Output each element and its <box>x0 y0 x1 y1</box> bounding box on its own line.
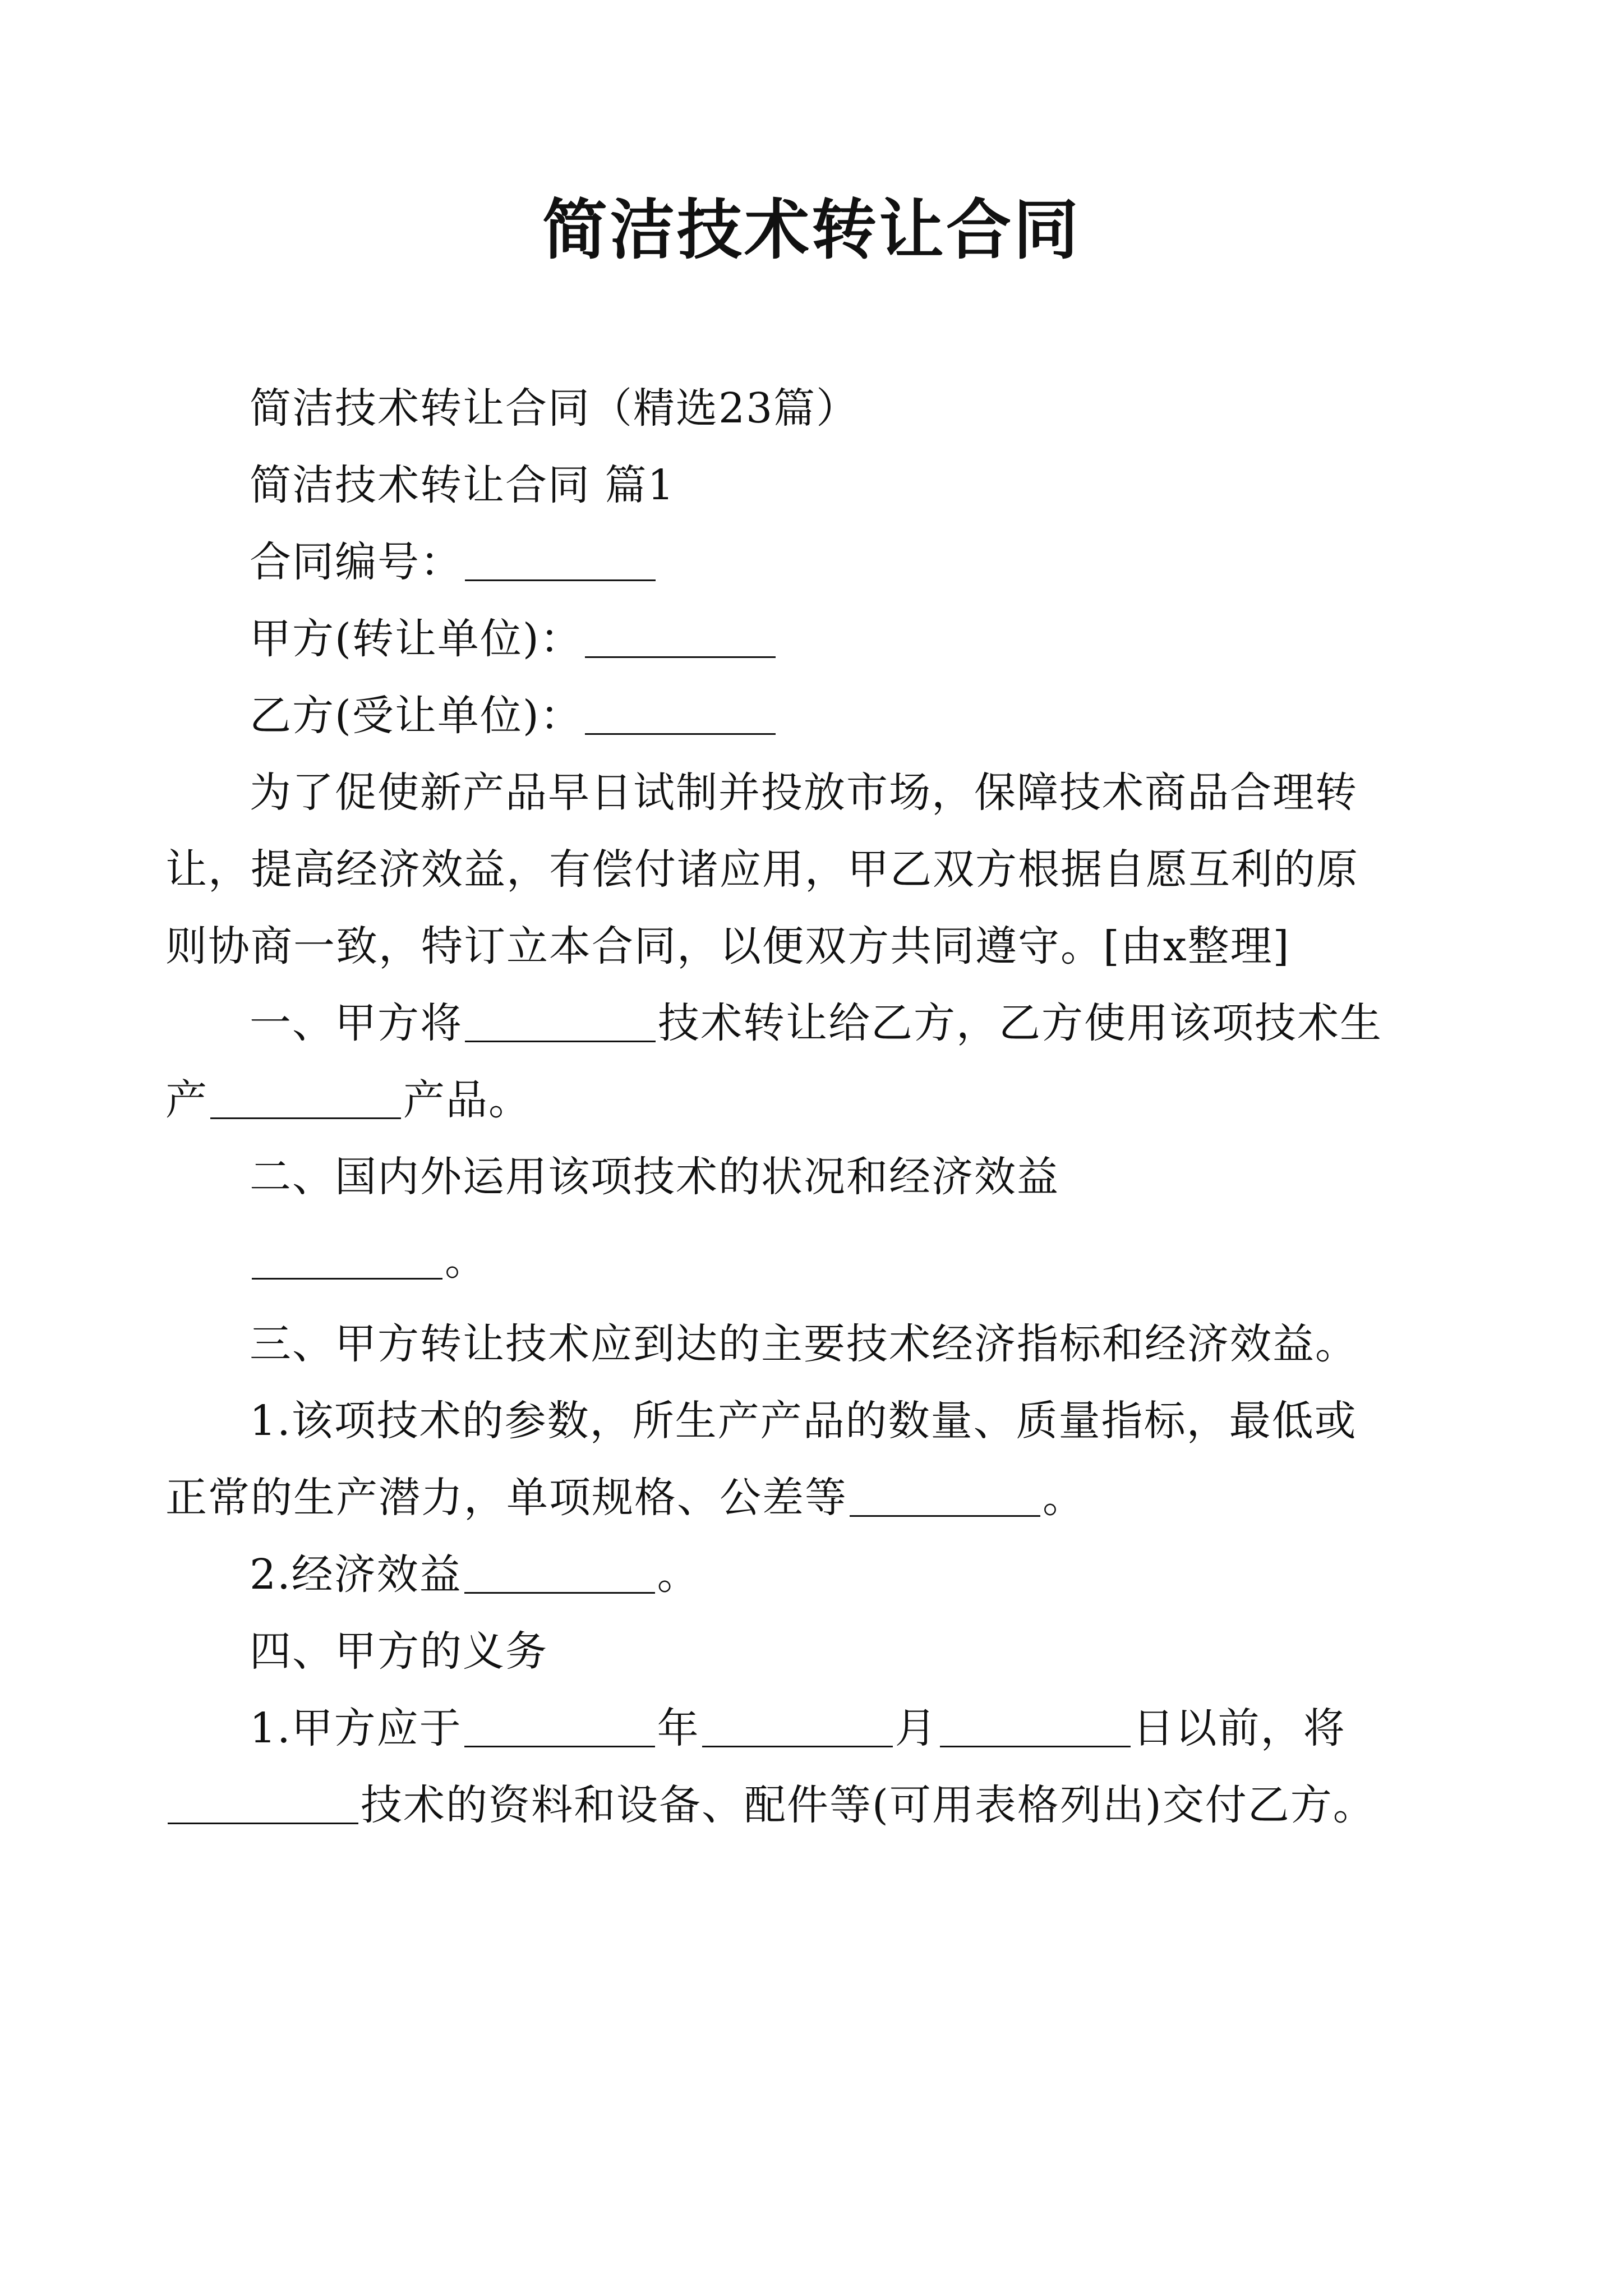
party-b-label: 乙方(受让单位)： <box>250 692 583 740</box>
clause-1-blank-2 <box>210 1076 401 1119</box>
party-b-line <box>250 678 1382 754</box>
clause-4-month-label: 月 <box>895 1704 938 1752</box>
clause-3-item-1-text: 1.该项技术的参数，所生产产品的数量、质量指标，最低或正常的生产潜力，单项规格、公差等 <box>165 1397 1357 1522</box>
clause-3-item-2-blank <box>464 1550 655 1594</box>
clause-3-item-2 <box>250 1536 1382 1613</box>
clause-1-part-3: 产品。 <box>403 1076 531 1124</box>
clause-4-year-label: 年 <box>657 1704 700 1752</box>
party-a-blank <box>585 615 776 658</box>
clause-3-item-2-end: 。 <box>657 1550 700 1599</box>
party-a-line <box>250 601 1382 678</box>
party-b-blank <box>585 692 776 735</box>
clause-1-part-2: 技术转让给乙方，乙方使用该项技术生产 <box>165 999 1382 1124</box>
clause-4-heading: 四、甲方的义务 <box>250 1627 548 1676</box>
clause-4-day-label: 日以前， <box>1132 1704 1303 1752</box>
clause-4-year-blank <box>464 1704 655 1747</box>
contract-number-blank <box>465 538 656 581</box>
clause-4-month-blank <box>702 1704 893 1747</box>
clause-3-item-1-blank <box>850 1474 1040 1517</box>
clause-4-item-1-part-3: 技术的资料和设备、配件等(可用表格列出)交付乙方。 <box>361 1781 1376 1829</box>
clause-4-tech-blank <box>168 1781 358 1824</box>
clause-3-heading: 三、甲方转让技术应到达的主要技术经济指标和经济效益。 <box>250 1320 1358 1368</box>
clause-3-item-1-end: 。 <box>1043 1474 1085 1522</box>
clause-4-day-blank <box>940 1704 1131 1747</box>
clause-2-end: 。 <box>445 1236 487 1285</box>
contract-number-label: 合同编号： <box>250 538 463 586</box>
clause-3-item-1 <box>165 1383 1382 1536</box>
clause-2-heading: 二、国内外运用该项技术的状况和经济效益 <box>250 1153 1059 1201</box>
clause-4-item-1-part-2: 将 <box>1303 1704 1346 1752</box>
clause-2-blank-line <box>250 1222 1382 1299</box>
contract-number-line <box>250 524 1382 601</box>
subtitle: 简洁技术转让合同（精选23篇） <box>250 384 859 432</box>
clause-3-item-2-text: 2.经济效益 <box>250 1550 462 1599</box>
document-body <box>165 370 1382 1844</box>
party-a-label: 甲方(转让单位)： <box>250 615 583 663</box>
section-heading: 简洁技术转让合同 篇1 <box>250 461 675 509</box>
preamble-paragraph: 为了促使新产品早日试制并投放市场，保障技术商品合理转让，提高经济效益，有偿付诸应用，甲乙双方根据自愿互利的原则协商一致，特订立本合同，以便双方共同遵守。[由x整理] <box>165 769 1359 970</box>
clause-1 <box>165 985 1382 1139</box>
clause-4-item-1-part-1: 1.甲方应于 <box>250 1704 462 1752</box>
clause-4-item-1 <box>165 1690 1382 1844</box>
clause-2-blank <box>252 1236 442 1280</box>
clause-1-part-1: 一、甲方将 <box>250 999 463 1047</box>
clause-1-blank-1 <box>465 999 656 1042</box>
document-title: 简洁技术转让合同 <box>542 192 1081 268</box>
